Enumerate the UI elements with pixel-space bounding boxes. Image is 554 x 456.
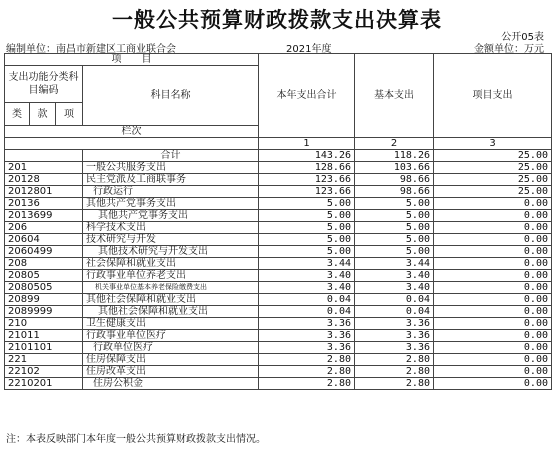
row-project: 0.00 [434,210,552,222]
col-number-2: 2 [355,138,434,150]
row-project: 25.00 [434,186,552,198]
row-code: 22102 [5,366,83,378]
header-project: 项目支出 [434,54,552,138]
header-lei: 类 [5,103,30,126]
row-name: 其他技术研究与开发支出 [83,246,259,258]
row-project: 0.00 [434,246,552,258]
row-basic: 2.80 [355,366,434,378]
row-total: 128.66 [259,162,355,174]
row-project: 0.00 [434,294,552,306]
table-row [5,366,552,378]
table-row [5,162,552,174]
table-row [5,354,552,366]
row-project: 0.00 [434,366,552,378]
row-code: 2060499 [5,246,83,258]
row-basic: 103.66 [355,162,434,174]
row-project: 0.00 [434,258,552,270]
table-row [5,222,552,234]
row-code: 21011 [5,330,83,342]
row-total: 3.36 [259,342,355,354]
row-project: 0.00 [434,330,552,342]
row-total: 123.66 [259,174,355,186]
row-code: 20136 [5,198,83,210]
row-total: 5.00 [259,246,355,258]
summary-label: 合计 [83,150,259,162]
report-title: 一般公共预算财政拨款支出决算表 [112,8,442,32]
row-name: 行政运行 [83,186,259,198]
row-code: 2210201 [5,378,83,390]
row-name: 住房公积金 [83,378,259,390]
table-row [5,174,552,186]
row-basic: 3.36 [355,342,434,354]
row-name: 住房保障支出 [83,354,259,366]
row-basic: 0.04 [355,294,434,306]
report-meta [6,40,544,54]
row-basic: 3.40 [355,270,434,282]
row-project: 0.00 [434,378,552,390]
table-row [5,330,552,342]
row-total: 5.00 [259,198,355,210]
row-name: 住房改革支出 [83,366,259,378]
row-basic: 5.00 [355,222,434,234]
row-code: 2089999 [5,306,83,318]
table-row [5,258,552,270]
summary-basic: 118.26 [355,150,434,162]
row-name: 行政事业单位医疗 [83,330,259,342]
row-basic: 98.66 [355,186,434,198]
row-total: 123.66 [259,186,355,198]
row-total: 3.44 [259,258,355,270]
footnote: 注：本表反映部门本年度一般公共预算财政拨款支出情况。 [6,434,266,445]
row-total: 0.04 [259,294,355,306]
row-basic: 98.66 [355,174,434,186]
header-subject-name: 科目名称 [83,66,259,126]
summary-project: 25.00 [434,150,552,162]
table-row [5,306,552,318]
table-row [5,270,552,282]
row-total: 3.40 [259,282,355,294]
header-column-label: 栏次 [5,126,259,138]
row-basic: 3.44 [355,258,434,270]
col-number-1: 1 [259,138,355,150]
row-code: 206 [5,222,83,234]
row-code: 20899 [5,294,83,306]
header-kuan: 款 [30,103,56,126]
row-code: 2080505 [5,282,83,294]
row-total: 2.80 [259,354,355,366]
row-code: 2012801 [5,186,83,198]
row-basic: 2.80 [355,378,434,390]
row-name: 民主党派及工商联事务 [83,174,259,186]
row-name: 其他共产党事务支出 [83,198,259,210]
header-total: 本年支出合计 [259,54,355,138]
row-total: 0.04 [259,306,355,318]
compiling-unit: 编制单位：南昌市新建区工商业联合会 [6,44,176,55]
row-basic: 3.36 [355,318,434,330]
expenditure-table [4,53,552,390]
row-basic: 5.00 [355,198,434,210]
row-name: 行政单位医疗 [83,342,259,354]
row-project: 0.00 [434,306,552,318]
row-project: 25.00 [434,162,552,174]
header-xiang: 项 [56,103,83,126]
col-number-3: 3 [434,138,552,150]
row-basic: 5.00 [355,246,434,258]
row-name: 机关事业单位基本养老保险缴费支出 [83,282,259,294]
table-row [5,246,552,258]
row-code: 201 [5,162,83,174]
table-row [5,378,552,390]
row-total: 3.36 [259,318,355,330]
row-name: 科学技术支出 [83,222,259,234]
row-project: 0.00 [434,270,552,282]
table-number: 公开05表 [501,32,544,43]
row-code: 2101101 [5,342,83,354]
row-project: 0.00 [434,222,552,234]
summary-total: 143.26 [259,150,355,162]
table-row [5,294,552,306]
amount-unit: 金额单位：万元 [474,44,544,55]
row-basic: 5.00 [355,234,434,246]
row-total: 3.40 [259,270,355,282]
row-total: 2.80 [259,366,355,378]
row-project: 0.00 [434,342,552,354]
table-row [5,234,552,246]
row-code: 208 [5,258,83,270]
row-project: 0.00 [434,234,552,246]
report-year: 2021年度 [286,44,332,55]
row-total: 5.00 [259,222,355,234]
row-name: 技术研究与开发 [83,234,259,246]
row-code: 210 [5,318,83,330]
row-basic: 3.36 [355,330,434,342]
row-name: 其他社会保障和就业支出 [83,294,259,306]
row-basic: 5.00 [355,210,434,222]
header-item-group: 项 目 [5,54,259,66]
row-name: 社会保障和就业支出 [83,258,259,270]
column-number-row [5,138,552,150]
row-project: 0.00 [434,318,552,330]
row-name: 行政事业单位养老支出 [83,270,259,282]
row-name: 其他社会保障和就业支出 [83,306,259,318]
row-name: 卫生健康支出 [83,318,259,330]
row-project: 0.00 [434,282,552,294]
table-row [5,318,552,330]
row-project: 0.00 [434,354,552,366]
row-code: 20805 [5,270,83,282]
row-project: 25.00 [434,174,552,186]
row-code: 221 [5,354,83,366]
row-project: 0.00 [434,198,552,210]
table-row [5,342,552,354]
summary-row [5,150,552,162]
row-total: 5.00 [259,210,355,222]
table-row [5,282,552,294]
row-total: 2.80 [259,378,355,390]
row-total: 5.00 [259,234,355,246]
row-name: 一般公共服务支出 [83,162,259,174]
header-basic: 基本支出 [355,54,434,138]
row-basic: 2.80 [355,354,434,366]
row-basic: 3.40 [355,282,434,294]
row-code: 2013699 [5,210,83,222]
header-func-code: 支出功能分类科目编码 [5,66,83,103]
row-basic: 0.04 [355,306,434,318]
table-row [5,198,552,210]
row-code: 20128 [5,174,83,186]
table-row [5,186,552,198]
table-row [5,210,552,222]
row-total: 3.36 [259,330,355,342]
row-code: 20604 [5,234,83,246]
row-name: 其他共产党事务支出 [83,210,259,222]
